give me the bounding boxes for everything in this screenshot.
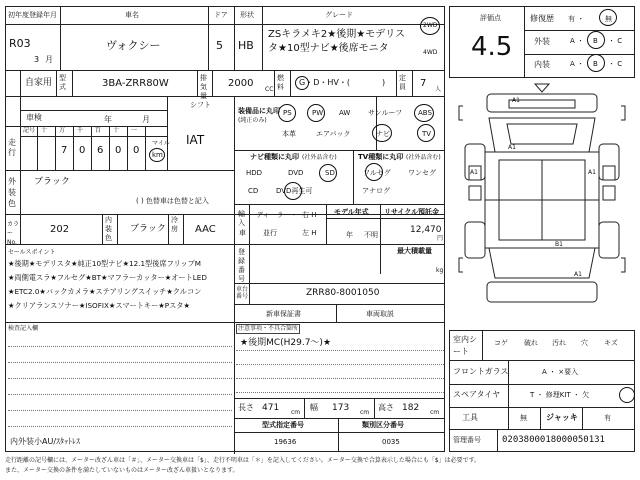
score-label: 評価点	[480, 14, 501, 22]
tv-fullseg: フルセグ	[363, 169, 391, 177]
equip-sunroof: サンルーフ	[368, 109, 403, 117]
equipment-label: 装備品に丸印	[238, 107, 280, 115]
windshield-value: A ・ ×要入	[542, 368, 579, 376]
shift-label: シフト	[190, 101, 211, 109]
nav-dvd-play: DVD再生可	[276, 187, 313, 195]
import-sub: 車	[239, 229, 246, 237]
seat-scratch: キズ	[604, 339, 618, 347]
notes-line1: ★後期MC(H29.7〜)★	[240, 338, 332, 348]
divider	[234, 283, 445, 284]
equip-tv-circle	[417, 124, 435, 142]
divider	[336, 304, 337, 322]
load-label: 最大積載量	[397, 247, 432, 255]
tv-sub: (社外品含む)	[406, 154, 441, 161]
damage-label: A1	[588, 169, 596, 176]
cc-unit: CC	[265, 86, 274, 93]
mileage-digit-label: 千	[77, 127, 84, 134]
equip-leather: 本革	[282, 130, 296, 138]
first-reg-month: 3	[34, 55, 40, 64]
chassis-value: ZRR80-8001050	[306, 288, 380, 298]
damage-label: B1	[555, 241, 563, 248]
grade-value: ZSキラメキ2★後期★モデリスタ★10型ナビ★後席モニタ	[268, 29, 405, 54]
mileage-digit: 0	[115, 145, 122, 156]
vehicle-manual: 車両取説	[366, 310, 394, 318]
recycle-yen: 円	[437, 235, 444, 242]
divider	[102, 214, 103, 244]
dotted-line	[8, 346, 232, 347]
divider	[262, 6, 263, 70]
damage-label: A1	[470, 169, 478, 176]
model-name-label: 車名	[125, 11, 139, 19]
divider	[20, 70, 21, 96]
designation-value: 19636	[274, 438, 297, 446]
repair-none: 無	[605, 15, 612, 23]
import-left: 左 H	[302, 229, 317, 237]
divider	[524, 30, 635, 31]
spare-tire-value: T ・ 修理KIT ・ 欠	[530, 391, 590, 399]
designation-label: 型式指定番号	[262, 421, 304, 429]
mileage-digit-label: 十	[41, 127, 48, 134]
width-label: 幅	[310, 403, 318, 412]
mileage-digit-cell	[128, 126, 146, 170]
inspection-label: 車検	[26, 113, 42, 122]
divider	[5, 244, 235, 245]
capacity-value: 7	[420, 78, 427, 89]
fuel-value: G・D・HV・( )	[299, 78, 386, 87]
divider	[212, 70, 213, 96]
dotted-line	[8, 394, 232, 395]
divider	[234, 6, 235, 70]
divider	[234, 244, 445, 245]
tools-label: 工具	[462, 413, 478, 422]
length-label: 長さ	[238, 403, 254, 412]
color-no-label: カラーNo.	[7, 221, 20, 246]
divider	[396, 70, 397, 96]
model-year-unknown: 不明	[364, 231, 378, 239]
nav-sd: SD	[325, 169, 335, 177]
tv-fullseg-circle	[365, 163, 383, 181]
int-b: B	[593, 60, 598, 68]
divider	[524, 54, 635, 55]
nav-cd: CD	[248, 187, 259, 195]
height-label: 高さ	[378, 403, 394, 412]
nav-hdd: HDD	[246, 169, 263, 177]
model-name: ヴォクシー	[106, 39, 161, 52]
mileage-digit: 0	[133, 145, 140, 156]
equip-nav-circle	[372, 124, 392, 142]
doors-value: 5	[216, 39, 223, 52]
mileage-digit-label: 十	[113, 127, 120, 134]
dotted-line	[8, 410, 232, 411]
int-c: ・ C	[608, 60, 623, 68]
mileage-digit-label: 記号	[23, 127, 36, 134]
mileage-digit-label: 一	[131, 127, 138, 134]
divider	[497, 429, 498, 452]
seat-stain: 汚れ	[552, 339, 566, 347]
divider	[5, 24, 445, 25]
recycle-label: リサイクル預託金	[384, 208, 440, 216]
int-a: A ・	[570, 60, 585, 68]
class-value: 0035	[382, 438, 400, 446]
length-value: 471	[262, 403, 280, 413]
dotted-line	[236, 350, 444, 351]
new-warranty: 新車保証書	[266, 310, 301, 318]
divider	[482, 330, 483, 360]
divider	[338, 418, 339, 452]
mile-unit: マイル	[152, 140, 170, 147]
mileage-digits	[20, 126, 150, 170]
sales-label: セールスポイント	[8, 249, 56, 256]
color-value: ブラック	[34, 177, 70, 187]
displacement-label: 排気量	[200, 74, 207, 100]
inspector-note: 内外装小AU/ｽﾀｯﾄﾚｽ	[10, 437, 81, 446]
divider	[582, 407, 583, 429]
equip-tv: TV	[422, 130, 432, 138]
sales-point-line: ★両側電スラ★フルセグ★BT★マフラーカッター★オートLED	[8, 273, 207, 282]
cooling-value: AAC	[195, 224, 216, 235]
grade-label: グレード	[325, 11, 353, 19]
divider	[449, 407, 635, 408]
notes-lines	[236, 338, 444, 398]
divider	[290, 70, 291, 96]
divider	[183, 214, 184, 244]
divider	[326, 204, 327, 244]
divider	[234, 418, 445, 419]
divider	[249, 244, 250, 304]
equip-pw-circle	[307, 104, 325, 122]
ext-c: ・ C	[608, 37, 623, 45]
jack-label: ジャッキ	[546, 413, 578, 422]
score-value: 4.5	[471, 32, 513, 62]
nav-label: ナビ種類に丸印	[250, 153, 299, 161]
divider	[380, 204, 381, 274]
color-note: ( ) 色替車は色替と記入	[136, 197, 209, 205]
damage-label: A1	[512, 97, 520, 104]
displacement-value: 2000	[228, 78, 254, 89]
interior-color-label: 内装色	[105, 216, 112, 242]
inspection-month: 月	[142, 115, 150, 124]
color-label: 外装色	[8, 177, 16, 208]
repair-circle	[599, 9, 617, 26]
mileage-digit-label: 百	[95, 127, 102, 134]
divider	[167, 96, 168, 170]
model-year-label: モデル年式	[334, 208, 369, 216]
use-label: 自家用	[25, 78, 53, 88]
doors-label: ドア	[214, 11, 228, 19]
drive-4wd: 4WD	[423, 49, 438, 56]
equip-airbag: エアバック	[316, 130, 351, 138]
sales-point-line: ★クリアランスソナー★ISOFIX★スマートキー★Pスタ★	[8, 301, 190, 310]
width-unit: cm	[360, 409, 370, 416]
dotted-line	[8, 362, 232, 363]
seat-koge: コゲ	[494, 339, 508, 347]
equip-aw: AW	[339, 109, 351, 117]
dotted-line	[236, 392, 444, 393]
divider	[72, 70, 73, 96]
divider	[208, 6, 209, 70]
person-unit: 人	[435, 86, 442, 93]
length-unit: cm	[291, 409, 301, 416]
equip-abs-circle	[414, 104, 434, 122]
chassis-label: 車台番号	[236, 286, 249, 300]
nav-dvd-play-circle	[284, 182, 302, 200]
int-circle	[587, 54, 605, 72]
damage-label: A1	[508, 144, 516, 151]
divider	[376, 96, 377, 150]
nav-dvd: DVD	[288, 169, 304, 177]
shift-value: IAT	[186, 133, 205, 147]
inspection-year: 年	[104, 115, 112, 124]
divider	[20, 110, 167, 111]
divider	[274, 70, 275, 96]
equip-nav: ナビ	[376, 130, 390, 138]
divider	[5, 70, 445, 71]
mileage-digit-cell	[92, 126, 110, 170]
tv-oneseg: ワンセグ	[408, 169, 436, 177]
mileage-digit-cell	[20, 126, 38, 170]
capacity-label: 定員	[399, 74, 406, 91]
reg-no-label: 登録番号	[238, 248, 245, 283]
inspector-lines	[8, 336, 232, 446]
divider	[304, 398, 305, 418]
km-unit: km	[152, 151, 163, 159]
shape-value: HB	[238, 39, 254, 52]
ext-a: A ・	[570, 37, 585, 45]
tools-value: 無	[520, 414, 527, 422]
mileage-digit-cell	[56, 126, 74, 170]
nav-sub: (社外品含む)	[302, 154, 337, 161]
dotted-line	[8, 378, 232, 379]
jack-value: 有	[604, 414, 611, 422]
notes-label: 注意事項・不具合箇所	[238, 325, 299, 332]
mileage-digit: 7	[61, 145, 68, 156]
mileage-digit-cell	[110, 126, 128, 170]
divider	[234, 398, 445, 399]
mileage-digit-cell	[74, 126, 92, 170]
dotted-line	[8, 426, 232, 427]
windshield-label: フロントガラス	[453, 367, 509, 376]
tv-analog: アナログ	[362, 187, 390, 195]
divider	[449, 360, 635, 361]
mileage-digit-label: 万	[59, 127, 66, 134]
sales-point-line: ★ETC2.0★バックカメラ★ステアリングスイッチ★クルコン	[8, 287, 202, 296]
equipment-sub: (純正のみ)	[238, 117, 267, 124]
divider	[326, 218, 445, 219]
divider	[374, 398, 375, 418]
divider	[234, 304, 445, 305]
cooling-label: 冷房	[171, 216, 178, 233]
divider	[56, 70, 57, 96]
model-year-unit: 年	[346, 231, 353, 239]
divider	[449, 384, 635, 385]
equip-pw: PW	[312, 109, 324, 117]
divider	[5, 96, 445, 97]
divider	[197, 70, 198, 96]
divider	[524, 6, 525, 78]
seat-hole: 穴	[581, 339, 588, 347]
interior-label: 内装	[534, 60, 550, 69]
nav-sd-circle	[319, 164, 337, 182]
mileage-digit: 0	[79, 145, 86, 156]
load-kg: kg	[436, 267, 444, 274]
divider	[234, 204, 445, 205]
sales-point-line: ★後期★モデリスタ★純正10型ナビ★12.1型後席フリップM	[8, 259, 201, 268]
type-label: 型式	[59, 74, 66, 91]
divider	[168, 214, 169, 244]
footer-line1: 走行距離の記号欄には、メーター改ざん車は「＃」、メーター交換車は「$」、走行不明車は「＊」を記入してください。メーター交換で合算表示した場合にも「$」は必要です。	[5, 457, 481, 464]
drive-2wd: 2WD	[423, 22, 438, 29]
divider	[117, 214, 118, 244]
recycle-value: 12,470	[410, 225, 442, 235]
divider	[60, 6, 61, 70]
divider	[5, 322, 235, 323]
ext-b: B	[593, 37, 598, 45]
month-unit: 月	[45, 55, 53, 64]
first-reg-label: 初年度登録年月	[8, 11, 57, 19]
repair-options: 有 ・	[568, 15, 585, 23]
inspector-label: 検査記入欄	[8, 325, 39, 332]
equip-ps: PS	[283, 109, 292, 117]
seat-tear: 破れ	[524, 339, 538, 347]
divider	[540, 407, 541, 429]
mgmt-number: 0203800018000050131	[502, 435, 605, 445]
import-dealer: ディーラー・	[256, 211, 298, 219]
footer-line2: また、メーター交換の条件を満たしていないものはメーター改ざん車扱いとなります。	[5, 467, 239, 474]
dotted-line	[236, 364, 444, 365]
tv-label: TV種類に丸印	[358, 153, 404, 161]
shape-label: 形状	[240, 11, 254, 19]
dotted-line	[236, 378, 444, 379]
divider	[234, 432, 445, 433]
spare-tire-label: スペアタイヤ	[453, 390, 501, 399]
divider	[5, 170, 234, 171]
divider	[234, 150, 445, 151]
interior-seat-label: 室内シート	[453, 335, 477, 356]
width-value: 173	[332, 403, 350, 413]
divider	[234, 322, 445, 323]
fuel-label: 燃料	[277, 74, 284, 91]
divider	[5, 214, 445, 215]
car-damage-diagram	[449, 82, 635, 326]
damage-label: A1	[574, 271, 582, 278]
height-unit: cm	[430, 409, 440, 416]
color-no-value: 202	[50, 224, 70, 235]
divider	[249, 204, 250, 244]
divider	[412, 70, 413, 96]
divider	[353, 150, 354, 204]
divider	[449, 429, 635, 430]
interior-color-value: ブラック	[130, 224, 166, 234]
import-parallel: 並行	[263, 229, 277, 237]
divider	[234, 204, 235, 454]
mileage-digit-cell	[38, 126, 56, 170]
height-value: 182	[402, 403, 420, 413]
class-label: 類別区分番号	[362, 421, 404, 429]
ext-circle	[587, 31, 605, 49]
exterior-label: 外装	[534, 37, 550, 46]
repair-label: 修復歴	[530, 14, 554, 23]
import-label: 輸入	[238, 210, 245, 227]
equip-abs: ABS	[418, 109, 432, 117]
equip-ps-circle	[278, 104, 296, 122]
spare-circle	[619, 387, 635, 403]
mileage-label: 走行	[8, 138, 16, 157]
type-value: 3BA-ZRR80W	[102, 78, 169, 89]
import-right: 右 H	[302, 211, 317, 219]
mileage-digit: 6	[97, 145, 104, 156]
first-reg-year: R03	[9, 37, 31, 50]
mgmt-label: 管理番号	[453, 436, 481, 444]
